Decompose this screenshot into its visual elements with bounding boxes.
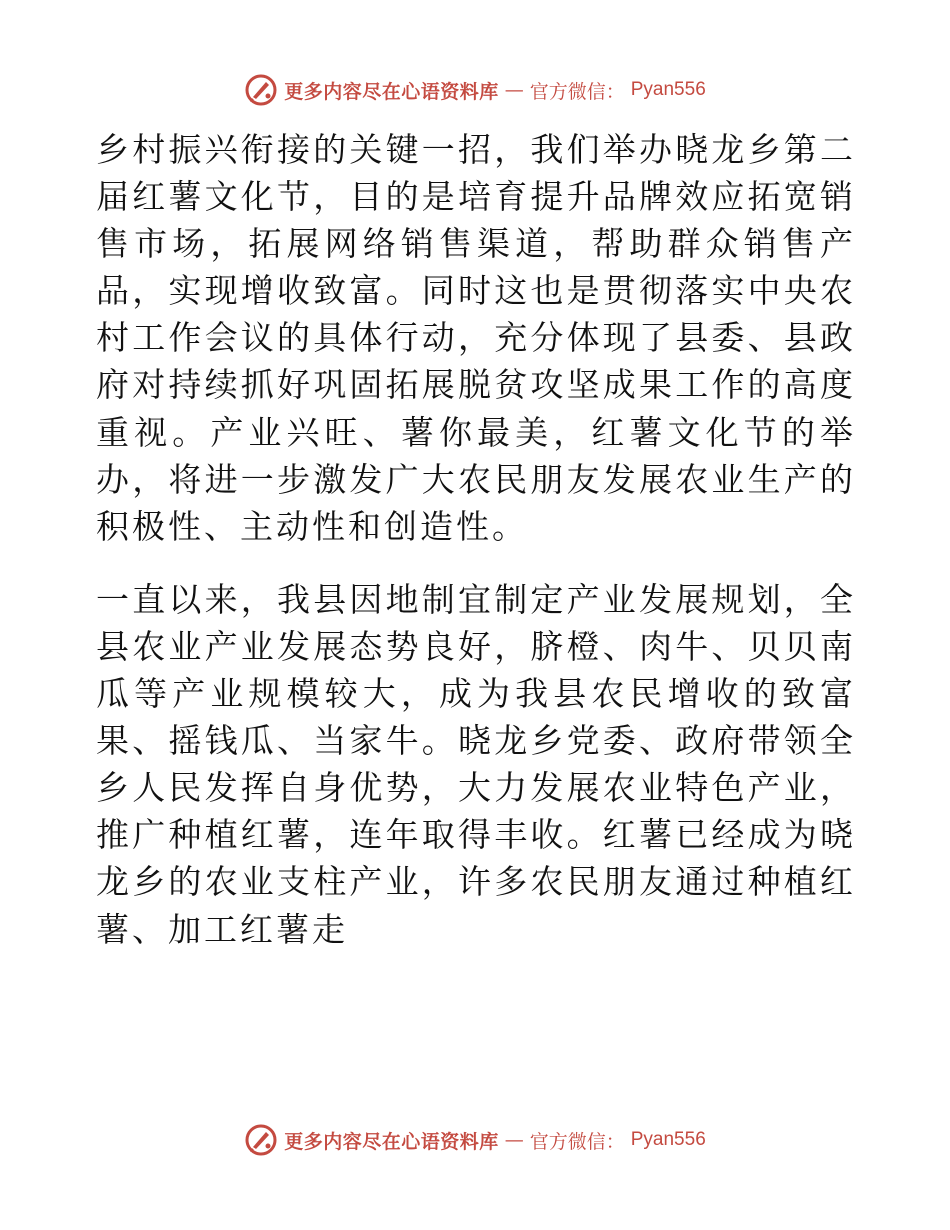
footer-watermark-banner bbox=[0, 1120, 950, 1160]
header-brand-text: 更多内容尽在心语资料库 bbox=[284, 80, 499, 103]
footer-separator: — bbox=[504, 1129, 524, 1151]
header-wechat-id: Pyan556 bbox=[630, 79, 706, 100]
document-body bbox=[96, 126, 856, 953]
body-paragraph-2: 一直以来，我县因地制宜制定产业发展规划，全县农业产业发展态势良好，脐橙、肉牛、贝贝南瓜等产业规模较大，成为我县农民增收的致富果、摇钱瓜、当家牛。晓龙乡党委、政府带领全乡人民发挥自身优势，大力发展农业特色产业，推广种植红薯，连年取得丰收。红薯已经成为晓龙乡的农业支柱产业，许多农民朋友通过种植红薯、加工红薯走 bbox=[96, 579, 856, 949]
red-circular-quill-logo-icon bbox=[244, 73, 278, 107]
header-separator: — bbox=[504, 79, 524, 101]
footer-brand-text: 更多内容尽在心语资料库 bbox=[284, 1130, 499, 1153]
header-wechat-label: 官方微信： bbox=[529, 80, 625, 103]
header-watermark-banner bbox=[0, 70, 950, 110]
body-paragraph-1: 乡村振兴衔接的关键一招，我们举办晓龙乡第二届红薯文化节，目的是培育提升品牌效应拓宽销售市场，拓展网络销售渠道，帮助群众销售产品，实现增收致富。同时这也是贯彻落实中央农村工作会议的具体行动，充分体现了县委、县政府对持续抓好巩固拓展脱贫攻坚成果工作的高度重视。产业兴旺、薯你最美，红薯文化节的举办，将进一步激发广大农民朋友发展农业生产的积极性、主动性和创造性。 bbox=[96, 130, 856, 546]
footer-wechat-id: Pyan556 bbox=[630, 1129, 706, 1150]
red-circular-quill-logo-icon bbox=[244, 1123, 278, 1157]
footer-wechat-label: 官方微信： bbox=[529, 1130, 625, 1153]
